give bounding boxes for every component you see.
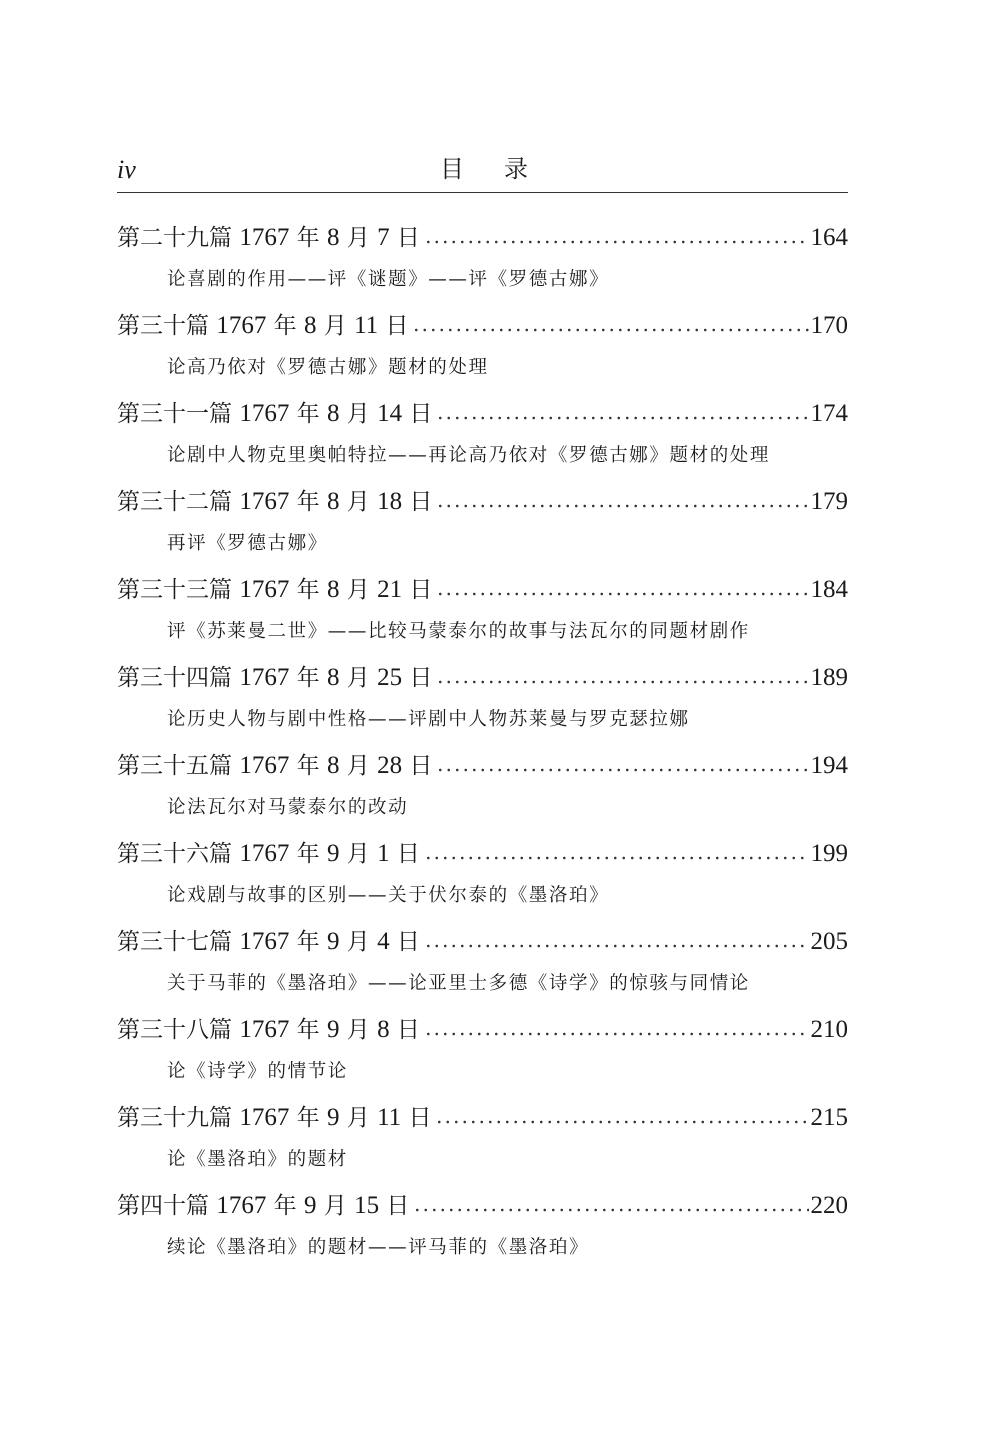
toc-entry-title: 第三十二篇 1767 年 8 月 18 日 xyxy=(117,488,433,515)
year: 1767 xyxy=(239,400,290,427)
dot-leader xyxy=(436,414,808,422)
page-reference[interactable]: 220 xyxy=(810,1192,848,1219)
day: 21 xyxy=(377,576,403,603)
toc-entry[interactable] xyxy=(117,306,848,394)
month: 8 xyxy=(326,752,340,779)
header-rule xyxy=(117,192,848,193)
toc-entry[interactable] xyxy=(117,1186,848,1274)
month: 8 xyxy=(326,400,340,427)
page-reference[interactable]: 179 xyxy=(810,488,848,515)
toc-entry-title: 第三十八篇 1767 年 9 月 8 日 xyxy=(117,1016,420,1043)
toc-entry-title: 第三十篇 1767 年 8 月 11 日 xyxy=(117,312,409,339)
page-reference[interactable]: 164 xyxy=(810,224,848,251)
essay-number: 第三十七篇 xyxy=(117,929,232,955)
essay-number: 第四十篇 xyxy=(117,1193,209,1219)
toc-entry-title: 第四十篇 1767 年 9 月 15 日 xyxy=(117,1192,410,1219)
toc-entry-subtitle: 论历史人物与剧中性格——评剧中人物苏莱曼与罗克瑟拉娜 xyxy=(167,709,690,730)
toc-entry-line[interactable] xyxy=(117,1186,848,1226)
toc-entry-title: 第二十九篇 1767 年 8 月 7 日 xyxy=(117,224,420,251)
year: 1767 xyxy=(239,928,290,955)
year: 1767 xyxy=(216,1192,267,1219)
essay-number: 第三十三篇 xyxy=(117,577,232,603)
month: 9 xyxy=(326,840,340,867)
toc-entry-line[interactable] xyxy=(117,482,848,522)
toc-entry-subtitle: 论《墨洛珀》的题材 xyxy=(167,1149,348,1170)
page-reference[interactable]: 174 xyxy=(810,400,848,427)
toc-entry-subtitle: 论《诗学》的情节论 xyxy=(167,1061,348,1082)
essay-number: 第三十四篇 xyxy=(117,665,232,691)
month: 9 xyxy=(303,1192,317,1219)
page-reference[interactable]: 199 xyxy=(810,840,848,867)
toc-entry-line[interactable] xyxy=(117,746,848,786)
toc-entry-title: 第三十三篇 1767 年 8 月 21 日 xyxy=(117,576,433,603)
day: 8 xyxy=(377,1016,390,1043)
toc-entry-line[interactable] xyxy=(117,834,848,874)
month: 9 xyxy=(326,1016,340,1043)
dot-leader xyxy=(412,326,808,334)
year: 1767 xyxy=(239,752,290,779)
toc-entry-subtitle: 关于马菲的《墨洛珀》——论亚里士多德《诗学》的惊骇与同情论 xyxy=(167,973,750,994)
dot-leader xyxy=(435,1118,808,1126)
day: 11 xyxy=(377,1104,402,1131)
day: 7 xyxy=(377,224,390,251)
toc-entry-subtitle: 论剧中人物克里奥帕特拉——再论高乃依对《罗德古娜》题材的处理 xyxy=(167,445,771,466)
day: 4 xyxy=(377,928,390,955)
year: 1767 xyxy=(239,840,290,867)
toc-entry-line[interactable] xyxy=(117,218,848,258)
table-of-contents xyxy=(117,218,848,1274)
toc-entry-title: 第三十四篇 1767 年 8 月 25 日 xyxy=(117,664,433,691)
month: 8 xyxy=(326,224,340,251)
month: 8 xyxy=(326,576,340,603)
essay-number: 第三十九篇 xyxy=(117,1105,232,1131)
toc-entry-subtitle: 论高乃依对《罗德古娜》题材的处理 xyxy=(167,357,489,378)
day: 28 xyxy=(377,752,403,779)
year: 1767 xyxy=(239,1016,290,1043)
essay-number: 第三十篇 xyxy=(117,313,209,339)
toc-entry[interactable] xyxy=(117,1098,848,1186)
toc-entry[interactable] xyxy=(117,394,848,482)
page-reference[interactable]: 170 xyxy=(810,312,848,339)
month: 9 xyxy=(326,928,340,955)
essay-number: 第三十二篇 xyxy=(117,489,232,515)
toc-entry-line[interactable] xyxy=(117,306,848,346)
year: 1767 xyxy=(239,488,290,515)
month: 8 xyxy=(326,664,340,691)
page-reference[interactable]: 215 xyxy=(810,1104,848,1131)
dot-leader xyxy=(424,1030,809,1038)
day: 14 xyxy=(377,400,403,427)
dot-leader xyxy=(424,942,809,950)
dot-leader xyxy=(436,502,808,510)
toc-entry-subtitle: 续论《墨洛珀》的题材——评马菲的《墨洛珀》 xyxy=(167,1237,590,1258)
toc-entry[interactable] xyxy=(117,218,848,306)
dot-leader xyxy=(424,854,809,862)
page-reference[interactable]: 205 xyxy=(810,928,848,955)
day: 1 xyxy=(377,840,390,867)
page-reference[interactable]: 210 xyxy=(810,1016,848,1043)
dot-leader xyxy=(436,590,808,598)
essay-number: 第三十八篇 xyxy=(117,1017,232,1043)
month: 8 xyxy=(303,312,317,339)
day: 15 xyxy=(354,1192,380,1219)
toc-entry-subtitle: 再评《罗德古娜》 xyxy=(167,533,328,554)
toc-entry[interactable] xyxy=(117,834,848,922)
dot-leader xyxy=(436,678,808,686)
day: 18 xyxy=(377,488,403,515)
toc-entry[interactable] xyxy=(117,922,848,1010)
toc-entry-subtitle: 论喜剧的作用——评《谜题》——评《罗德古娜》 xyxy=(167,269,610,290)
toc-entry-subtitle: 论戏剧与故事的区别——关于伏尔泰的《墨洛珀》 xyxy=(167,885,610,906)
essay-number: 第三十一篇 xyxy=(117,401,232,427)
dot-leader xyxy=(436,766,808,774)
running-head: 目录 xyxy=(440,155,568,183)
month: 8 xyxy=(326,488,340,515)
toc-entry-title: 第三十六篇 1767 年 9 月 1 日 xyxy=(117,840,420,867)
day: 11 xyxy=(354,312,379,339)
toc-entry-line[interactable] xyxy=(117,658,848,698)
toc-entry[interactable] xyxy=(117,1010,848,1098)
toc-entry-title: 第三十五篇 1767 年 8 月 28 日 xyxy=(117,752,433,779)
toc-entry-line[interactable] xyxy=(117,570,848,610)
toc-entry[interactable] xyxy=(117,658,848,746)
page-reference[interactable]: 184 xyxy=(810,576,848,603)
toc-entry-line[interactable] xyxy=(117,922,848,962)
year: 1767 xyxy=(239,664,290,691)
toc-entry-line[interactable] xyxy=(117,394,848,434)
toc-entry[interactable] xyxy=(117,570,848,658)
month: 9 xyxy=(326,1104,340,1131)
year: 1767 xyxy=(216,312,267,339)
toc-entry-subtitle: 评《苏莱曼二世》——比较马蒙泰尔的故事与法瓦尔的同题材剧作 xyxy=(167,621,750,642)
year: 1767 xyxy=(239,1104,290,1131)
page-number: iv xyxy=(117,155,136,184)
dot-leader xyxy=(413,1206,808,1214)
page-reference[interactable]: 194 xyxy=(810,752,848,779)
page-reference[interactable]: 189 xyxy=(810,664,848,691)
toc-entry-title: 第三十七篇 1767 年 9 月 4 日 xyxy=(117,928,420,955)
toc-entry-line[interactable] xyxy=(117,1010,848,1050)
year: 1767 xyxy=(239,224,290,251)
toc-entry[interactable] xyxy=(117,746,848,834)
toc-entry-line[interactable] xyxy=(117,1098,848,1138)
toc-entry-subtitle: 论法瓦尔对马蒙泰尔的改动 xyxy=(167,797,409,818)
day: 25 xyxy=(377,664,403,691)
essay-number: 第三十六篇 xyxy=(117,841,232,867)
essay-number: 第二十九篇 xyxy=(117,225,232,251)
year: 1767 xyxy=(239,576,290,603)
toc-entry[interactable] xyxy=(117,482,848,570)
dot-leader xyxy=(424,238,809,246)
essay-number: 第三十五篇 xyxy=(117,753,232,779)
toc-entry-title: 第三十一篇 1767 年 8 月 14 日 xyxy=(117,400,433,427)
toc-entry-title: 第三十九篇 1767 年 9 月 11 日 xyxy=(117,1104,432,1131)
